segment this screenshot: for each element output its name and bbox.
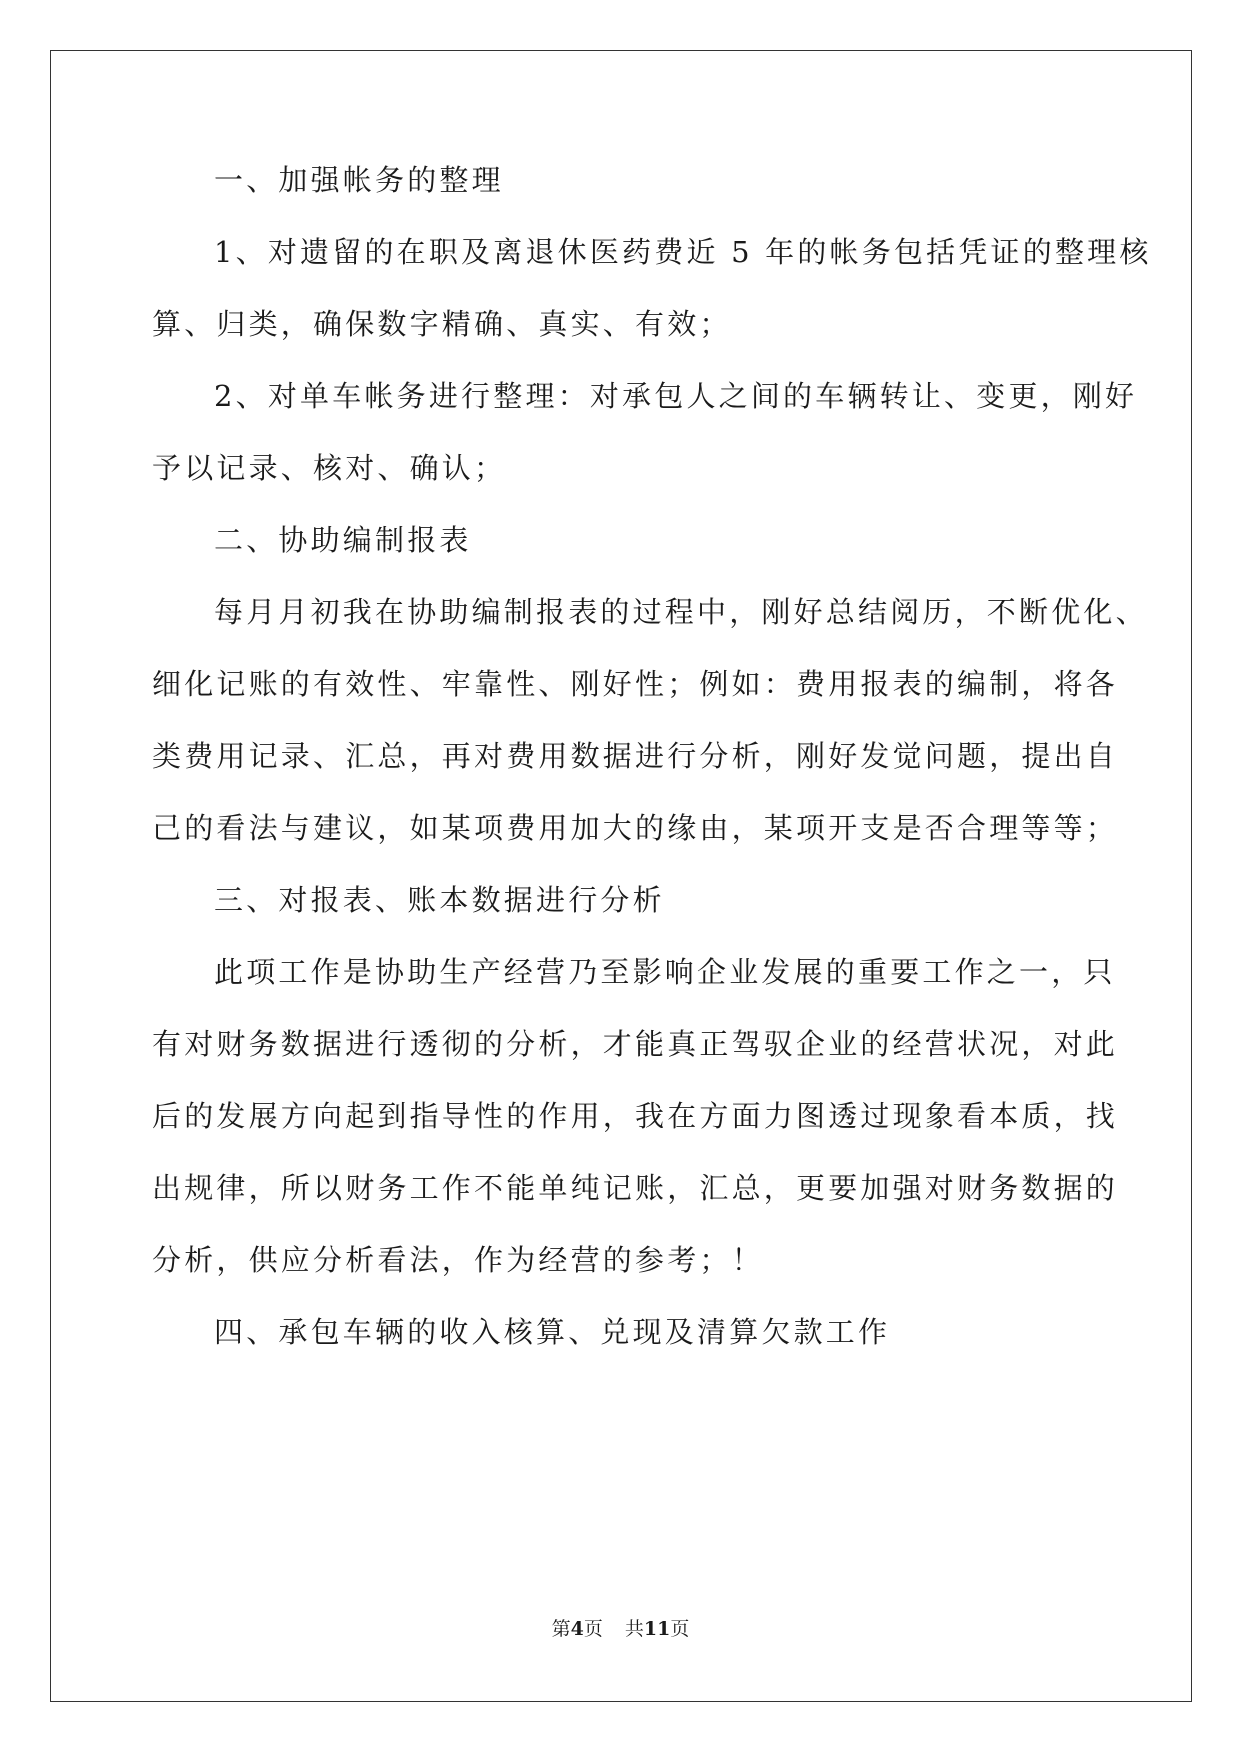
section-heading-1: 一、加强帐务的整理 (214, 163, 504, 197)
page-total: 11 (643, 1618, 671, 1640)
section-heading-2: 二、协助编制报表 (214, 523, 472, 557)
page-prefix: 第 (551, 1618, 571, 1640)
paragraph-line: 算、归类，确保数字精确、真实、有效； (152, 307, 732, 341)
paragraph-line: 2、对单车帐务进行整理：对承包人之间的车辆转让、变更，刚好 (214, 379, 1138, 413)
paragraph-line: 1、对遗留的在职及离退休医药费近 5 年的帐务包括凭证的整理核 (214, 235, 1152, 269)
section-heading-4: 四、承包车辆的收入核算、兑现及清算欠款工作 (214, 1315, 891, 1349)
paragraph-line: 己的看法与建议，如某项费用加大的缘由，某项开支是否合理等等； (152, 811, 1119, 845)
paragraph-line: 有对财务数据进行透彻的分析，才能真正驾驭企业的经营状况，对此 (152, 1027, 1119, 1061)
page-border (50, 50, 1192, 1702)
page-current: 4 (570, 1618, 584, 1640)
paragraph-line: 每月月初我在协助编制报表的过程中，刚好总结阅历，不断优化、 (214, 595, 1148, 629)
page-footer (0, 1617, 1241, 1641)
paragraph-line: 细化记账的有效性、牢靠性、刚好性；例如：费用报表的编制，将各 (152, 667, 1119, 701)
paragraph-line: 予以记录、核对、确认； (152, 451, 507, 485)
page-suffix: 页 (583, 1618, 603, 1640)
total-prefix: 共 (624, 1618, 644, 1640)
paragraph-line: 分析，供应分析看法，作为经营的参考；！ (152, 1243, 764, 1277)
paragraph-line: 此项工作是协助生产经营乃至影响企业发展的重要工作之一，只 (214, 955, 1116, 989)
paragraph-line: 类费用记录、汇总，再对费用数据进行分析，刚好发觉问题，提出自 (152, 739, 1119, 773)
section-heading-3: 三、对报表、账本数据进行分析 (214, 883, 665, 917)
paragraph-line: 出规律，所以财务工作不能单纯记账，汇总，更要加强对财务数据的 (152, 1171, 1119, 1205)
paragraph-line: 后的发展方向起到指导性的作用，我在方面力图透过现象看本质，找 (152, 1099, 1119, 1133)
total-suffix: 页 (670, 1618, 690, 1640)
